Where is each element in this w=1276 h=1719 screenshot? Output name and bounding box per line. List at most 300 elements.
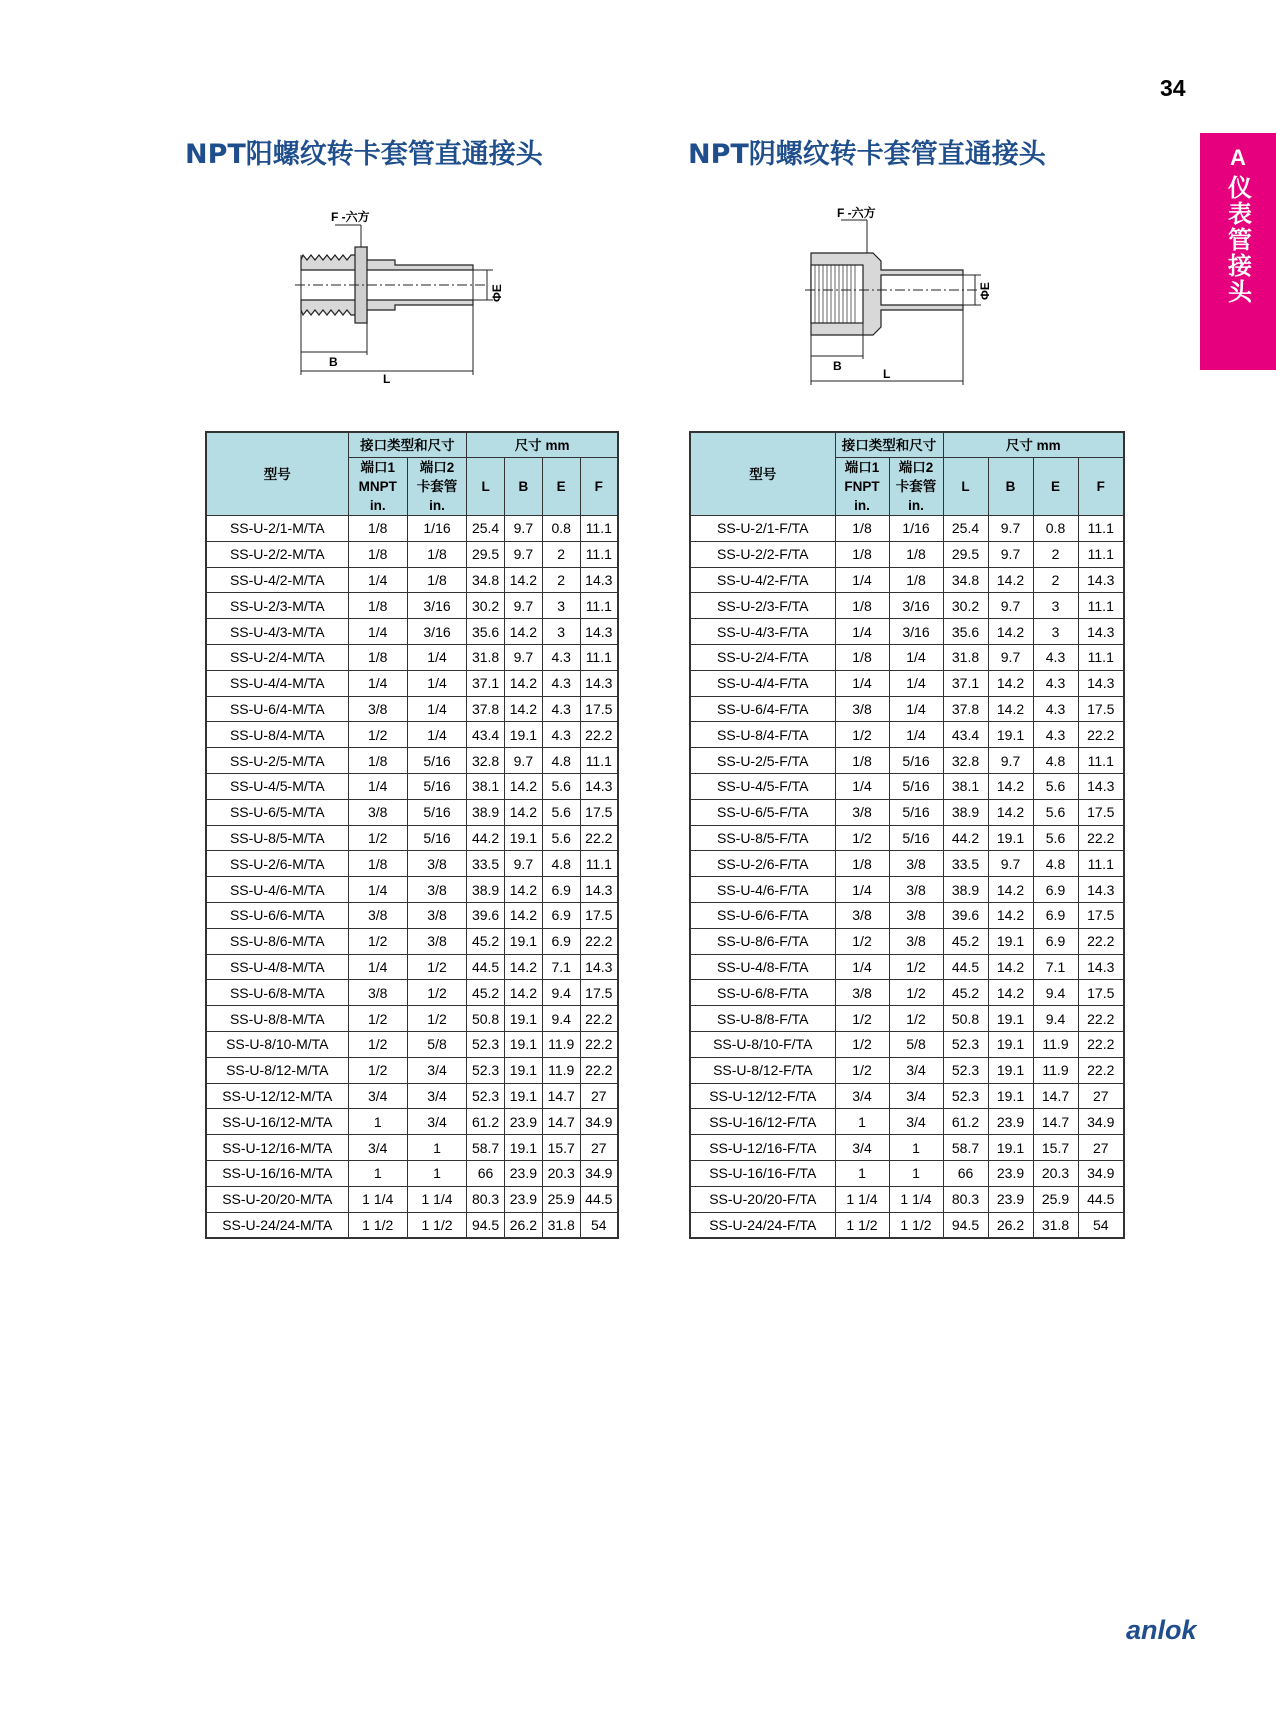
- cell-model: SS-U-2/5-M/TA: [206, 748, 348, 774]
- cell-f: 11.1: [1078, 644, 1124, 670]
- e-label: ΦE: [978, 282, 992, 300]
- cell-f: 17.5: [580, 696, 618, 722]
- port2-header: [889, 458, 943, 516]
- cell-f: 11.1: [580, 593, 618, 619]
- female-connector-drawing: [805, 205, 1005, 390]
- cell-e: 6.9: [542, 877, 580, 903]
- cell-e: 6.9: [542, 928, 580, 954]
- cell-l: 38.1: [943, 773, 988, 799]
- cell-e: 3: [1033, 619, 1078, 645]
- port1-line2: FNPT: [844, 479, 880, 494]
- cell-port1: 1/2: [348, 1031, 407, 1057]
- cell-model: SS-U-2/5-F/TA: [690, 748, 835, 774]
- table-row: [206, 1186, 618, 1212]
- cell-e: 2: [542, 541, 580, 567]
- cell-b: 19.1: [504, 1031, 542, 1057]
- cell-port1: 3/8: [348, 696, 407, 722]
- cell-e: 4.8: [542, 748, 580, 774]
- cell-b: 9.7: [988, 593, 1033, 619]
- cell-b: 9.7: [504, 516, 542, 542]
- cell-port1: 3/8: [348, 980, 407, 1006]
- cell-f: 34.9: [1078, 1109, 1124, 1135]
- cell-f: 22.2: [1078, 722, 1124, 748]
- cell-port2: 1: [889, 1160, 943, 1186]
- cell-b: 14.2: [988, 567, 1033, 593]
- table-row: [206, 877, 618, 903]
- cell-port1: 1/8: [348, 516, 407, 542]
- cell-f: 14.3: [580, 773, 618, 799]
- cell-b: 23.9: [504, 1160, 542, 1186]
- cell-port1: 1/8: [835, 516, 889, 542]
- cell-f: 27: [1078, 1083, 1124, 1109]
- cell-model: SS-U-16/16-M/TA: [206, 1160, 348, 1186]
- cell-port2: 1/16: [407, 516, 466, 542]
- cell-e: 3: [1033, 593, 1078, 619]
- cell-f: 22.2: [1078, 1031, 1124, 1057]
- cell-port2: 1/2: [889, 1006, 943, 1032]
- cell-port2: 1/4: [889, 696, 943, 722]
- cell-l: 34.8: [943, 567, 988, 593]
- cell-e: 4.3: [542, 670, 580, 696]
- cell-f: 14.3: [580, 619, 618, 645]
- cell-model: SS-U-4/5-F/TA: [690, 773, 835, 799]
- dim-b-header: B: [988, 458, 1033, 516]
- cell-model: SS-U-4/6-F/TA: [690, 877, 835, 903]
- cell-b: 19.1: [504, 1057, 542, 1083]
- cell-l: 80.3: [467, 1186, 505, 1212]
- cell-b: 26.2: [504, 1212, 542, 1238]
- table-row: [690, 619, 1124, 645]
- cell-model: SS-U-12/16-F/TA: [690, 1135, 835, 1161]
- cell-e: 0.8: [542, 516, 580, 542]
- cell-l: 94.5: [467, 1212, 505, 1238]
- cell-model: SS-U-8/5-F/TA: [690, 825, 835, 851]
- cell-f: 22.2: [580, 1006, 618, 1032]
- cell-b: 19.1: [504, 825, 542, 851]
- cell-model: SS-U-4/3-F/TA: [690, 619, 835, 645]
- cell-port1: 3/4: [348, 1135, 407, 1161]
- port1-header: [835, 458, 889, 516]
- cell-f: 17.5: [1078, 902, 1124, 928]
- cell-f: 14.3: [1078, 877, 1124, 903]
- cell-port2: 5/16: [407, 773, 466, 799]
- port1-line3: in.: [369, 498, 386, 513]
- cell-port2: 1/4: [407, 644, 466, 670]
- cell-l: 52.3: [943, 1057, 988, 1083]
- cell-port2: 1/2: [889, 980, 943, 1006]
- cell-port2: 5/16: [889, 799, 943, 825]
- table-row: [690, 1135, 1124, 1161]
- cell-model: SS-U-20/20-M/TA: [206, 1186, 348, 1212]
- cell-f: 14.3: [1078, 670, 1124, 696]
- cell-b: 26.2: [988, 1212, 1033, 1238]
- table-row: [690, 1186, 1124, 1212]
- table-row: [690, 1083, 1124, 1109]
- cell-e: 5.6: [542, 799, 580, 825]
- cell-l: 38.9: [467, 877, 505, 903]
- section-tab: [1200, 133, 1276, 370]
- brand-logo: anlok: [1126, 1615, 1197, 1645]
- table-row: [206, 773, 618, 799]
- cell-b: 9.7: [988, 541, 1033, 567]
- cell-port1: 1/2: [835, 1031, 889, 1057]
- port2-header: [407, 458, 466, 516]
- cell-e: 5.6: [542, 825, 580, 851]
- cell-l: 31.8: [467, 644, 505, 670]
- cell-l: 37.1: [467, 670, 505, 696]
- cell-e: 6.9: [1033, 877, 1078, 903]
- cell-e: 11.9: [1033, 1057, 1078, 1083]
- cell-model: SS-U-2/4-F/TA: [690, 644, 835, 670]
- cell-l: 61.2: [943, 1109, 988, 1135]
- cell-f: 34.9: [580, 1160, 618, 1186]
- dim-b-header: B: [504, 458, 542, 516]
- cell-model: SS-U-8/8-F/TA: [690, 1006, 835, 1032]
- cell-l: 38.9: [943, 799, 988, 825]
- table-row: [690, 1109, 1124, 1135]
- cell-port2: 1/8: [889, 541, 943, 567]
- cell-port1: 1/4: [348, 670, 407, 696]
- cell-port2: 3/8: [889, 902, 943, 928]
- cell-l: 25.4: [467, 516, 505, 542]
- cell-e: 6.9: [542, 902, 580, 928]
- cell-port2: 5/16: [889, 773, 943, 799]
- cell-l: 38.1: [467, 773, 505, 799]
- cell-port2: 3/4: [889, 1057, 943, 1083]
- cell-port2: 1 1/4: [889, 1186, 943, 1212]
- cell-e: 7.1: [1033, 954, 1078, 980]
- cell-port2: 1/4: [407, 696, 466, 722]
- cell-b: 19.1: [988, 1135, 1033, 1161]
- cell-b: 19.1: [988, 928, 1033, 954]
- cell-model: SS-U-6/4-F/TA: [690, 696, 835, 722]
- cell-port2: 3/8: [889, 928, 943, 954]
- cell-b: 14.2: [504, 902, 542, 928]
- table-row: [206, 516, 618, 542]
- male-connector-drawing: [295, 205, 525, 385]
- cell-port1: 3/4: [348, 1083, 407, 1109]
- cell-port2: 1: [407, 1135, 466, 1161]
- dim-l-header: L: [467, 458, 505, 516]
- cell-model: SS-U-6/4-M/TA: [206, 696, 348, 722]
- cell-port2: 1/16: [889, 516, 943, 542]
- table-row: [206, 1057, 618, 1083]
- cell-port1: 1/4: [835, 619, 889, 645]
- cell-port1: 1/2: [835, 825, 889, 851]
- cell-port1: 1/4: [348, 567, 407, 593]
- table-row: [690, 1006, 1124, 1032]
- cell-port1: 1/2: [835, 1006, 889, 1032]
- table-row: [206, 928, 618, 954]
- cell-model: SS-U-8/12-M/TA: [206, 1057, 348, 1083]
- cell-port2: 3/8: [407, 902, 466, 928]
- table-row: [206, 902, 618, 928]
- cell-b: 14.2: [504, 877, 542, 903]
- cell-b: 19.1: [504, 928, 542, 954]
- table-row: [206, 541, 618, 567]
- cell-f: 14.3: [1078, 773, 1124, 799]
- cell-l: 35.6: [943, 619, 988, 645]
- cell-b: 23.9: [504, 1109, 542, 1135]
- cell-port1: 1/8: [835, 644, 889, 670]
- cell-model: SS-U-4/4-M/TA: [206, 670, 348, 696]
- cell-port2: 1 1/4: [407, 1186, 466, 1212]
- cell-model: SS-U-16/16-F/TA: [690, 1160, 835, 1186]
- cell-l: 44.5: [467, 954, 505, 980]
- cell-b: 14.2: [504, 670, 542, 696]
- cell-f: 22.2: [580, 722, 618, 748]
- cell-port2: 5/16: [889, 825, 943, 851]
- cell-b: 14.2: [988, 799, 1033, 825]
- cell-port2: 3/4: [407, 1083, 466, 1109]
- cell-f: 11.1: [580, 516, 618, 542]
- cell-l: 45.2: [943, 928, 988, 954]
- cell-e: 2: [542, 567, 580, 593]
- cell-b: 14.2: [988, 902, 1033, 928]
- cell-l: 25.4: [943, 516, 988, 542]
- table-row: [206, 567, 618, 593]
- cell-b: 9.7: [504, 748, 542, 774]
- cell-f: 11.1: [580, 748, 618, 774]
- cell-l: 35.6: [467, 619, 505, 645]
- cell-port2: 3/8: [889, 877, 943, 903]
- cell-f: 14.3: [580, 954, 618, 980]
- cell-l: 33.5: [943, 851, 988, 877]
- port2-line2: 卡套管: [416, 479, 458, 494]
- port2-line2: 卡套管: [895, 479, 937, 494]
- cell-model: SS-U-8/6-M/TA: [206, 928, 348, 954]
- table-row: [206, 954, 618, 980]
- cell-f: 22.2: [1078, 825, 1124, 851]
- cell-b: 14.2: [988, 696, 1033, 722]
- cell-e: 4.3: [1033, 670, 1078, 696]
- cell-model: SS-U-2/1-M/TA: [206, 516, 348, 542]
- port1-line1: 端口1: [360, 460, 395, 475]
- table-row: [690, 799, 1124, 825]
- port1-line3: in.: [854, 498, 870, 513]
- cell-f: 11.1: [1078, 748, 1124, 774]
- cell-port1: 1/8: [835, 851, 889, 877]
- table-row: [206, 1135, 618, 1161]
- cell-l: 37.8: [943, 696, 988, 722]
- cell-f: 11.1: [580, 541, 618, 567]
- dim-group-header: 尺寸 mm: [467, 432, 618, 458]
- cell-port1: 1: [835, 1109, 889, 1135]
- cell-model: SS-U-2/3-M/TA: [206, 593, 348, 619]
- cell-f: 22.2: [1078, 1057, 1124, 1083]
- cell-model: SS-U-8/10-F/TA: [690, 1031, 835, 1057]
- cell-b: 14.2: [988, 980, 1033, 1006]
- cell-b: 9.7: [988, 851, 1033, 877]
- cell-model: SS-U-8/4-M/TA: [206, 722, 348, 748]
- cell-e: 11.9: [1033, 1031, 1078, 1057]
- dim-e-header: E: [542, 458, 580, 516]
- table-row: [690, 877, 1124, 903]
- cell-b: 19.1: [988, 1083, 1033, 1109]
- cell-e: 4.8: [542, 851, 580, 877]
- cell-f: 11.1: [1078, 593, 1124, 619]
- cell-f: 22.2: [580, 1057, 618, 1083]
- table-row: [206, 1160, 618, 1186]
- cell-model: SS-U-8/12-F/TA: [690, 1057, 835, 1083]
- cell-b: 9.7: [504, 644, 542, 670]
- table-row: [206, 851, 618, 877]
- cell-port1: 1 1/2: [348, 1212, 407, 1238]
- cell-model: SS-U-4/8-M/TA: [206, 954, 348, 980]
- table-row: [690, 954, 1124, 980]
- cell-b: 9.7: [504, 541, 542, 567]
- cell-model: SS-U-2/2-F/TA: [690, 541, 835, 567]
- cell-e: 3: [542, 619, 580, 645]
- cell-port2: 3/16: [407, 619, 466, 645]
- cell-e: 4.3: [542, 722, 580, 748]
- cell-port1: 1/4: [348, 619, 407, 645]
- cell-port1: 1 1/4: [348, 1186, 407, 1212]
- cell-model: SS-U-24/24-M/TA: [206, 1212, 348, 1238]
- cell-port1: 1 1/4: [835, 1186, 889, 1212]
- cell-b: 14.2: [988, 954, 1033, 980]
- cell-e: 4.8: [1033, 851, 1078, 877]
- table-row: [206, 1083, 618, 1109]
- cell-port2: 1: [889, 1135, 943, 1161]
- cell-b: 14.2: [504, 773, 542, 799]
- cell-b: 14.2: [504, 567, 542, 593]
- cell-l: 29.5: [943, 541, 988, 567]
- cell-port1: 1/4: [835, 567, 889, 593]
- page-number: 34: [1160, 75, 1186, 101]
- table-row: [206, 748, 618, 774]
- cell-e: 20.3: [1033, 1160, 1078, 1186]
- cell-e: 6.9: [1033, 928, 1078, 954]
- port2-line3: in.: [429, 498, 445, 513]
- cell-port2: 3/8: [407, 928, 466, 954]
- table-row: [690, 825, 1124, 851]
- cell-l: 32.8: [943, 748, 988, 774]
- cell-port1: 3/8: [835, 799, 889, 825]
- cell-port1: 3/8: [835, 696, 889, 722]
- cell-model: SS-U-16/12-F/TA: [690, 1109, 835, 1135]
- cell-port2: 3/8: [407, 851, 466, 877]
- cell-port2: 1 1/2: [407, 1212, 466, 1238]
- cell-f: 11.1: [1078, 851, 1124, 877]
- cell-e: 14.7: [1033, 1083, 1078, 1109]
- cell-port2: 3/16: [889, 619, 943, 645]
- table-row: [690, 541, 1124, 567]
- dim-e-header: E: [1033, 458, 1078, 516]
- cell-f: 11.1: [1078, 516, 1124, 542]
- cell-f: 54: [580, 1212, 618, 1238]
- cell-port2: 5/16: [407, 799, 466, 825]
- cell-model: SS-U-4/5-M/TA: [206, 773, 348, 799]
- cell-port2: 3/4: [889, 1083, 943, 1109]
- cell-e: 4.3: [542, 696, 580, 722]
- cell-b: 14.2: [504, 696, 542, 722]
- port2-line3: in.: [908, 498, 924, 513]
- cell-l: 38.9: [943, 877, 988, 903]
- cell-model: SS-U-6/8-F/TA: [690, 980, 835, 1006]
- section-label: 仪表管接头: [1223, 175, 1252, 305]
- cell-e: 7.1: [542, 954, 580, 980]
- cell-e: 4.3: [542, 644, 580, 670]
- cell-f: 34.9: [1078, 1160, 1124, 1186]
- cell-port1: 1: [348, 1160, 407, 1186]
- port2-line1: 端口2: [419, 460, 455, 475]
- cell-l: 58.7: [467, 1135, 505, 1161]
- cell-l: 44.5: [943, 954, 988, 980]
- cell-l: 43.4: [467, 722, 505, 748]
- cell-port1: 1/8: [348, 644, 407, 670]
- cell-port1: 1/2: [348, 1006, 407, 1032]
- table-row: [690, 1031, 1124, 1057]
- cell-port2: 1/4: [889, 644, 943, 670]
- cell-model: SS-U-8/6-F/TA: [690, 928, 835, 954]
- cell-port1: 3/8: [835, 902, 889, 928]
- cell-e: 9.4: [542, 980, 580, 1006]
- cell-port2: 1/4: [889, 722, 943, 748]
- cell-model: SS-U-12/12-F/TA: [690, 1083, 835, 1109]
- table-row: [690, 516, 1124, 542]
- cell-e: 5.6: [1033, 799, 1078, 825]
- table-row: [690, 567, 1124, 593]
- cell-port1: 1: [835, 1160, 889, 1186]
- cell-b: 14.2: [504, 799, 542, 825]
- cell-port1: 1/4: [835, 954, 889, 980]
- cell-l: 30.2: [467, 593, 505, 619]
- cell-b: 14.2: [504, 954, 542, 980]
- port2-line1: 端口2: [898, 460, 934, 475]
- cell-b: 9.7: [988, 644, 1033, 670]
- cell-e: 14.7: [542, 1083, 580, 1109]
- cell-b: 23.9: [988, 1186, 1033, 1212]
- cell-b: 14.2: [988, 670, 1033, 696]
- cell-port2: 3/8: [889, 851, 943, 877]
- table-row: [206, 619, 618, 645]
- cell-f: 11.1: [580, 644, 618, 670]
- cell-model: SS-U-8/10-M/TA: [206, 1031, 348, 1057]
- cell-port2: 1/8: [407, 567, 466, 593]
- cell-model: SS-U-4/3-M/TA: [206, 619, 348, 645]
- cell-f: 27: [580, 1135, 618, 1161]
- right-spec-table: [689, 431, 1125, 1239]
- cell-port2: 1/2: [889, 954, 943, 980]
- hex-label: F -六方: [331, 210, 370, 224]
- cell-model: SS-U-12/16-M/TA: [206, 1135, 348, 1161]
- cell-l: 66: [943, 1160, 988, 1186]
- cell-b: 19.1: [988, 1057, 1033, 1083]
- cell-b: 14.2: [504, 980, 542, 1006]
- table-row: [690, 748, 1124, 774]
- right-title: NPT阴螺纹转卡套管直通接头: [688, 139, 1046, 170]
- cell-port2: 5/8: [407, 1031, 466, 1057]
- left-title: NPT阳螺纹转卡套管直通接头: [185, 139, 543, 170]
- cell-l: 39.6: [467, 902, 505, 928]
- cell-port2: 3/16: [889, 593, 943, 619]
- cell-l: 50.8: [943, 1006, 988, 1032]
- cell-b: 9.7: [988, 748, 1033, 774]
- cell-port1: 1/8: [835, 541, 889, 567]
- cell-l: 33.5: [467, 851, 505, 877]
- cell-f: 17.5: [1078, 696, 1124, 722]
- cell-port1: 1/2: [835, 722, 889, 748]
- cell-port1: 1/2: [348, 928, 407, 954]
- cell-e: 14.7: [542, 1109, 580, 1135]
- table-row: [690, 1212, 1124, 1238]
- cell-b: 19.1: [504, 1006, 542, 1032]
- table-row: [690, 851, 1124, 877]
- cell-port2: 1/4: [407, 670, 466, 696]
- cell-l: 37.1: [943, 670, 988, 696]
- cell-model: SS-U-2/6-F/TA: [690, 851, 835, 877]
